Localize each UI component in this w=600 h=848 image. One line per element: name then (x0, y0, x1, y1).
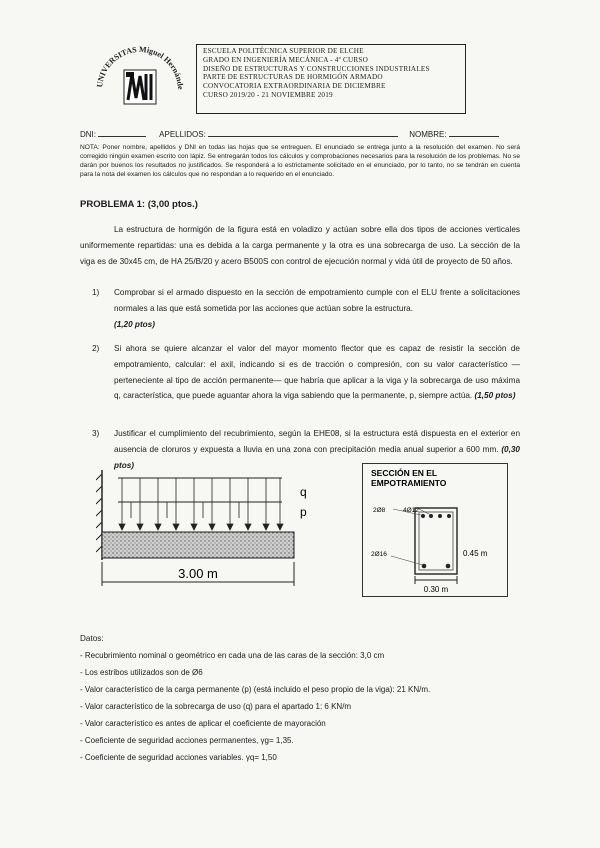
data-item: - Recubrimiento nominal o geométrico en cada una de las caras de la sección: 3,0 cm (80, 651, 385, 660)
header-line: PARTE DE ESTRUCTURAS DE HORMIGÓN ARMADO (203, 73, 383, 82)
question-points: (1,20 ptos) (114, 319, 155, 329)
nombre-field[interactable] (449, 129, 499, 137)
data-item: - Coeficiente de seguridad acciones variables. γq= 1,50 (80, 753, 277, 762)
width-label: 0.30 m (423, 585, 449, 594)
span-label: 3.00 m (178, 566, 218, 581)
bottom-rebars (422, 564, 451, 569)
header-line: CURSO 2019/20 - 21 NOVIEMBRE 2019 (203, 90, 333, 99)
question-number: 2) (92, 344, 100, 353)
apellidos-label: APELLIDOS: (159, 130, 206, 139)
question-1 (92, 285, 520, 332)
load-arrows (119, 478, 283, 530)
question-text: Justificar el cumplimiento del recubrimiento, según la EHE08, si la estructura está dispuesta en el exterior en ausencia de cloruros y expuesta a lluvia en una zona con precipitación media anual superior a 600 mm. (114, 429, 520, 454)
header-line: CONVOCATORIA EXTRAORDINARIA DE DICIEMBRE (203, 82, 386, 91)
dni-field[interactable] (98, 129, 146, 137)
student-info (80, 129, 499, 139)
exam-note: NOTA: Poner nombre, apellidos y DNI en todas las hojas que se entreguen. El enunciado se entrega junto a la resolución del examen. No será corregido ningún examen escrito con lápiz. Se entregarán todos los cálculos y comprobaciones necesarios para la resolución de los problemas. No se darán por buenos los resultados no justificados. Se responderá a lo estrictamente solicitado en el enunciado, por lo tanto, no se tendrán en cuenta para la nota del examen los cálculos que no respondan a lo requerido en el enunciado. (80, 144, 520, 178)
top-rebars (421, 514, 451, 518)
logo-text: UNIVERSITAS Miguel Hernánde (95, 44, 186, 90)
exam-header (196, 44, 466, 114)
wall-support (96, 470, 102, 560)
header-line: ESCUELA POLITÉCNICA SUPERIOR DE ELCHE (203, 47, 364, 55)
data-item: - Valor característico de la carga permanente (p) (está incluido el peso propio de la viga): 21 KN/m. (80, 685, 431, 694)
nombre-label: NOMBRE: (409, 130, 447, 139)
data-item: - Valor característico es antes de aplicar el coeficiente de mayoración (80, 719, 326, 728)
question-number: 3) (92, 429, 100, 438)
data-item: - Coeficiente de seguridad acciones permanentes, γg= 1,35. (80, 736, 294, 745)
section-title: EMPOTRAMIENTO (371, 478, 447, 488)
height-label: 0.45 m (463, 549, 488, 558)
question-text: Comprobar si el armado dispuesto en la sección de empotramiento cumple con el ELU frente a solicitaciones normales a las que está sometida por las acciones que actúan sobre la estructura. (114, 288, 520, 313)
data-item: - Valor característico de la sobrecarga de uso (q) para el apartado 1: 6 KN/m (80, 702, 352, 711)
top-bars-left-label: 2Ø8 (373, 507, 386, 514)
beam (102, 532, 294, 558)
stirrup (419, 512, 453, 570)
logo-emblem (124, 70, 156, 104)
data-title: Datos: (80, 634, 104, 643)
top-bars-right-label: 4Ø12 (403, 507, 419, 514)
header-line: DISEÑO DE ESTRUCTURAS Y CONSTRUCCIONES INDUSTRIALES (203, 64, 430, 73)
q-label: q (300, 485, 307, 499)
dni-label: DNI: (80, 130, 96, 139)
problem-intro: La estructura de hormigón de la figura está en voladizo y actúan sobre ella dos tipos de acciones verticales uniformemente repartidas: una es debida a la carga permanente y la otra es una sobrecarga de uso. La sección de la viga es de 30x45 cm, de HA 25/B/20 y acero B500S con control de ejecución normal y vida útil de proyecto de 50 años. (80, 225, 520, 266)
question-text: Si ahora se quiere alcanzar el valor del mayor momento flector que es capaz de resistir la sección de empotramiento, calcular: el axil, indicando si es de tracción o compresión, con su valor característico —perteneciente al tipo de acción permanente— que habría que aplicar a la viga y la sobrecarga de uso máxima q, característica, que puede aguantar ahora la viga sabiendo que la permanente, p, siempre actúa. (114, 344, 520, 401)
cross-section-figure (362, 463, 508, 597)
p-label: p (300, 505, 307, 519)
data-item: - Los estribos utilizados son de Ø6 (80, 668, 203, 677)
header-line: GRADO EN INGENIERÍA MECÁNICA - 4º CURSO (203, 55, 368, 64)
apellidos-field[interactable] (208, 129, 398, 137)
bottom-bars-label: 2Ø16 (371, 551, 387, 558)
question-2 (92, 341, 520, 404)
university-logo (88, 40, 192, 134)
question-points: (1,50 ptos) (474, 391, 516, 401)
section-outline (415, 508, 457, 574)
question-points: (0,30 ptos) (114, 444, 520, 470)
cantilever-beam-figure (96, 468, 326, 594)
section-title: SECCIÓN EN EL (371, 468, 438, 478)
problem-title: PROBLEMA 1: (3,00 ptos.) (80, 199, 198, 210)
question-number: 1) (92, 288, 100, 297)
